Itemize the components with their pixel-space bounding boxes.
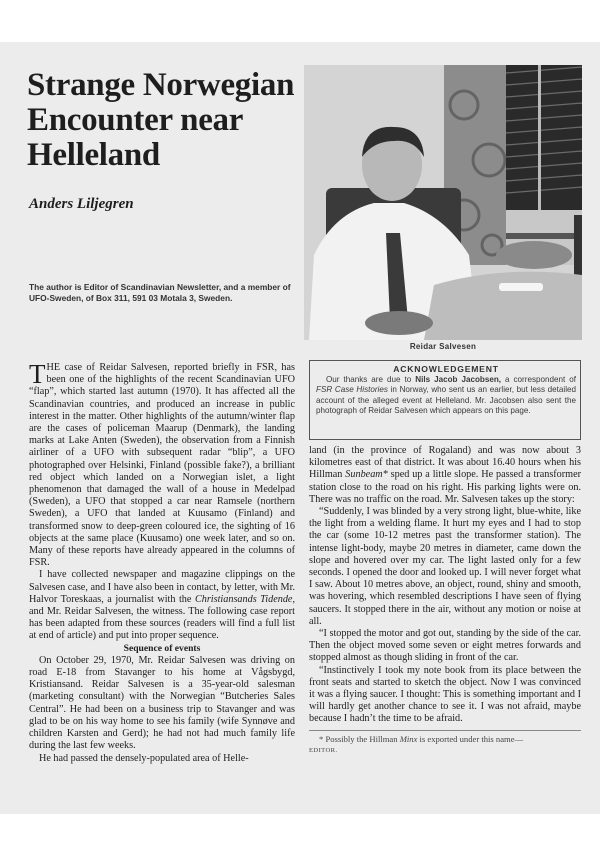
ack-publication: FSR Case Histories bbox=[316, 385, 388, 395]
footnote-signature: EDITOR. bbox=[309, 747, 338, 755]
paragraph: “Instinctively I took my note book from its place between the front seats and started to sketch the object. Now I was convinced it was a flying saucer. I thought: This is something important and I will hardly get another chance to see it. I was not afraid, maybe because I hadn’t the time to be afraid. bbox=[309, 664, 581, 725]
footnote bbox=[309, 734, 581, 757]
body-column-left bbox=[29, 359, 295, 765]
article-title: Strange Norwegian Encounter near Helleland bbox=[27, 67, 295, 173]
paragraph: He had passed the densely-populated area of Helle- bbox=[39, 752, 249, 764]
paragraph bbox=[29, 569, 295, 642]
author-note: The author is Editor of Scandinavian Newsletter, and a member of UFO-Sweden, of Box 311, 591 03 Motala 3, Sweden. bbox=[29, 282, 291, 303]
ack-text-2: a correspondent of bbox=[501, 375, 576, 384]
paragraph-text: land (in the province of Rogaland) and was now about 3 kilometres east of that district. It was about 16.40 hours when his Hillman bbox=[309, 445, 581, 481]
section-heading: Sequence of events bbox=[123, 642, 201, 654]
paragraph bbox=[309, 445, 581, 506]
acknowledgement-title: ACKNOWLEDGEMENT bbox=[393, 364, 499, 374]
paragraph bbox=[29, 359, 295, 569]
witness-photo bbox=[304, 65, 582, 340]
paragraph: “I stopped the motor and got out, standing by the side of the car. Then the object moved some seven or eight metres forwards and stopped almost as though sliding in front of the car. bbox=[309, 628, 581, 664]
paragraph-text: I have collected newspaper and magazine clippings on the Salvesen case, and I have also been in contact, by letter, with Mr. Halvor Toreskaas, a journalist with the bbox=[29, 569, 295, 605]
paragraph-text: sped up a little slope. He passed a transformer station close to the road on his right. His parking lights were on. There was no traffic on the road. Mr. Salvesen takes up the story: bbox=[309, 469, 581, 505]
ack-text-1: Our thanks are due to bbox=[326, 375, 416, 384]
man-seated-at-table-photo bbox=[304, 65, 582, 340]
newspaper-name: Christiansands Tidende bbox=[194, 593, 293, 605]
paragraph: “Suddenly, I was blinded by a very strong light, blue-white, like the light from a welding flame. It hurt my eyes and I had to stop the car (some 10-12 metres past the transformer station). The intense light-body, maybe 20 metres in diameter, came down the slope and hovered over my car. The light lasted only for a few seconds. I opened the door and looked up. I will never forget what I saw. About 10 metres above, an object, round, shiny and smooth, was hovering, which resembled descriptions I have seen of flying saucers. It stopped there in the air, without any motion or noise at all. bbox=[309, 506, 581, 627]
body-column-right bbox=[309, 445, 581, 756]
ack-correspondent-name: Nils Jacob Jacobsen, bbox=[415, 375, 502, 384]
paragraph: On October 29, 1970, Mr. Reidar Salvesen was driving on road E-18 from Stavanger to his home at Vågsbygd, Kristiansand. Reidar Salvesen is a 35-year-old salesman (marketing consultant) with the Norwegian “Butcheries Sales Central”. He had been on a business trip to Stavanger and was glad to be on his way home to see his family (wife Synnøve and children Karsten and Gerd); he had not had much family life during the last few weeks. bbox=[29, 654, 295, 752]
footnote-divider bbox=[309, 730, 581, 731]
drop-cap: T bbox=[29, 359, 46, 389]
footnote-car-model: Minx bbox=[399, 733, 418, 744]
acknowledgement-text bbox=[316, 375, 576, 417]
footnote-text: Possibly the Hillman bbox=[323, 733, 400, 744]
article-author: Anders Liljegren bbox=[29, 196, 134, 212]
photo-caption: Reidar Salvesen bbox=[409, 342, 477, 351]
acknowledgement-box bbox=[309, 360, 581, 440]
footnote-marker: * bbox=[319, 733, 324, 744]
footnote-text: is exported under this name— bbox=[417, 733, 524, 744]
paragraph-text: HE case of Reidar Salvesen, reported briefly in FSR, has been one of the highlights of the recent Scandinavian UFO “flap”, which started last autumn (1970). It has affected all the Scandinavian countries, and produced an increase in public interest in the matter. Other highlights of the autumn/winter flap are the cases of policeman Maarup (Denmark), the landing marks at Lake Anten (Sweden), the observation from a Finnish airliner of a UFO with subsequent radar “blip”, a UFO photographed over Helsinki, Finland (possible fake?), a brilliant red object which landed on a Norwegian islet, a light phenomenon that damaged the wall of a house in Medelpad (Sweden), a UFO that stopped a car near Ramsele (northern Sweden), a UFO that landed at Kuusamo (Finland) and transformed snow to deep-green coloured ice, the sighting of 16 objects at the same place (Kuusamo) one week later, and so on. Many of these reports have already appeared in the columns of FSR. bbox=[29, 362, 295, 569]
ack-text-3: in Norway, who sent us an earlier, but less detailed account of the alleged event at Helleland. Mr. Jacobsen also sent the photograph of Reidar Salvesen which appears on this page. bbox=[316, 385, 577, 416]
car-model: Sunbeam* bbox=[345, 469, 388, 481]
paragraph-text: , and Mr. Reidar Salvesen, the witness. The following case report has been adapted from these sources (readers will find a full list at end of article) and put into proper sequence. bbox=[29, 593, 295, 642]
